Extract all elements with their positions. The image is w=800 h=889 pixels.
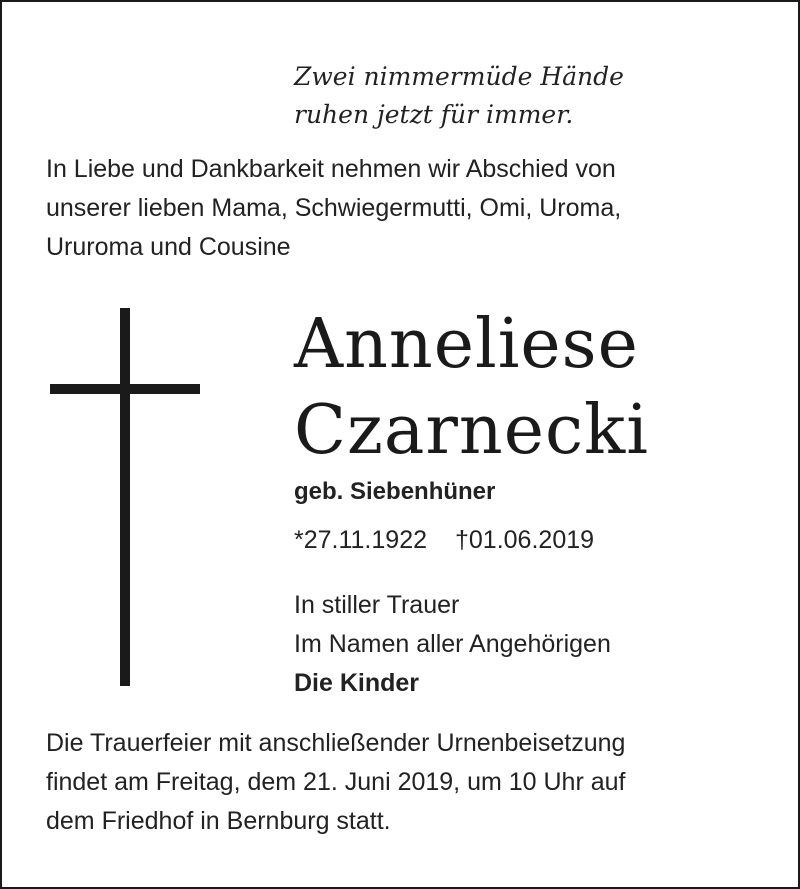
mourners-line-2: Im Namen aller Angehörigen [294, 630, 611, 658]
service-line-3: dem Friedhof in Bernburg statt. [46, 807, 391, 835]
first-name: Anneliese [294, 305, 639, 384]
farewell-intro [46, 150, 621, 267]
intro-line-2: unserer lieben Mama, Schwiegermutti, Omi, Uroma, [46, 194, 622, 222]
intro-line-3: Ururoma und Cousine [46, 233, 291, 261]
intro-line-1: In Liebe und Dankbarkeit nehmen wir Abschied von [46, 155, 616, 183]
life-dates [294, 526, 594, 555]
service-line-2: findet am Freitag, dem 21. Juni 2019, um 10 Uhr auf [46, 768, 626, 796]
last-name: Czarnecki [294, 391, 649, 470]
death-date: †01.06.2019 [455, 526, 595, 554]
mourners-line-1: In stiller Trauer [294, 591, 460, 619]
quote-line-1: Zwei nimmermüde Hände [294, 62, 624, 91]
maiden-name: geb. Siebenhüner [294, 478, 496, 505]
quote-line-2: ruhen jetzt für immer. [294, 100, 574, 129]
mourners-block [294, 586, 611, 703]
funeral-service-info [46, 724, 625, 841]
cross-icon [50, 308, 202, 688]
mourners-signature: Die Kinder [294, 669, 420, 697]
birth-date: *27.11.1922 [294, 526, 427, 554]
deceased-name [294, 302, 649, 474]
service-line-1: Die Trauerfeier mit anschließender Urnenbeisetzung [46, 729, 626, 757]
memorial-quote [294, 58, 624, 134]
